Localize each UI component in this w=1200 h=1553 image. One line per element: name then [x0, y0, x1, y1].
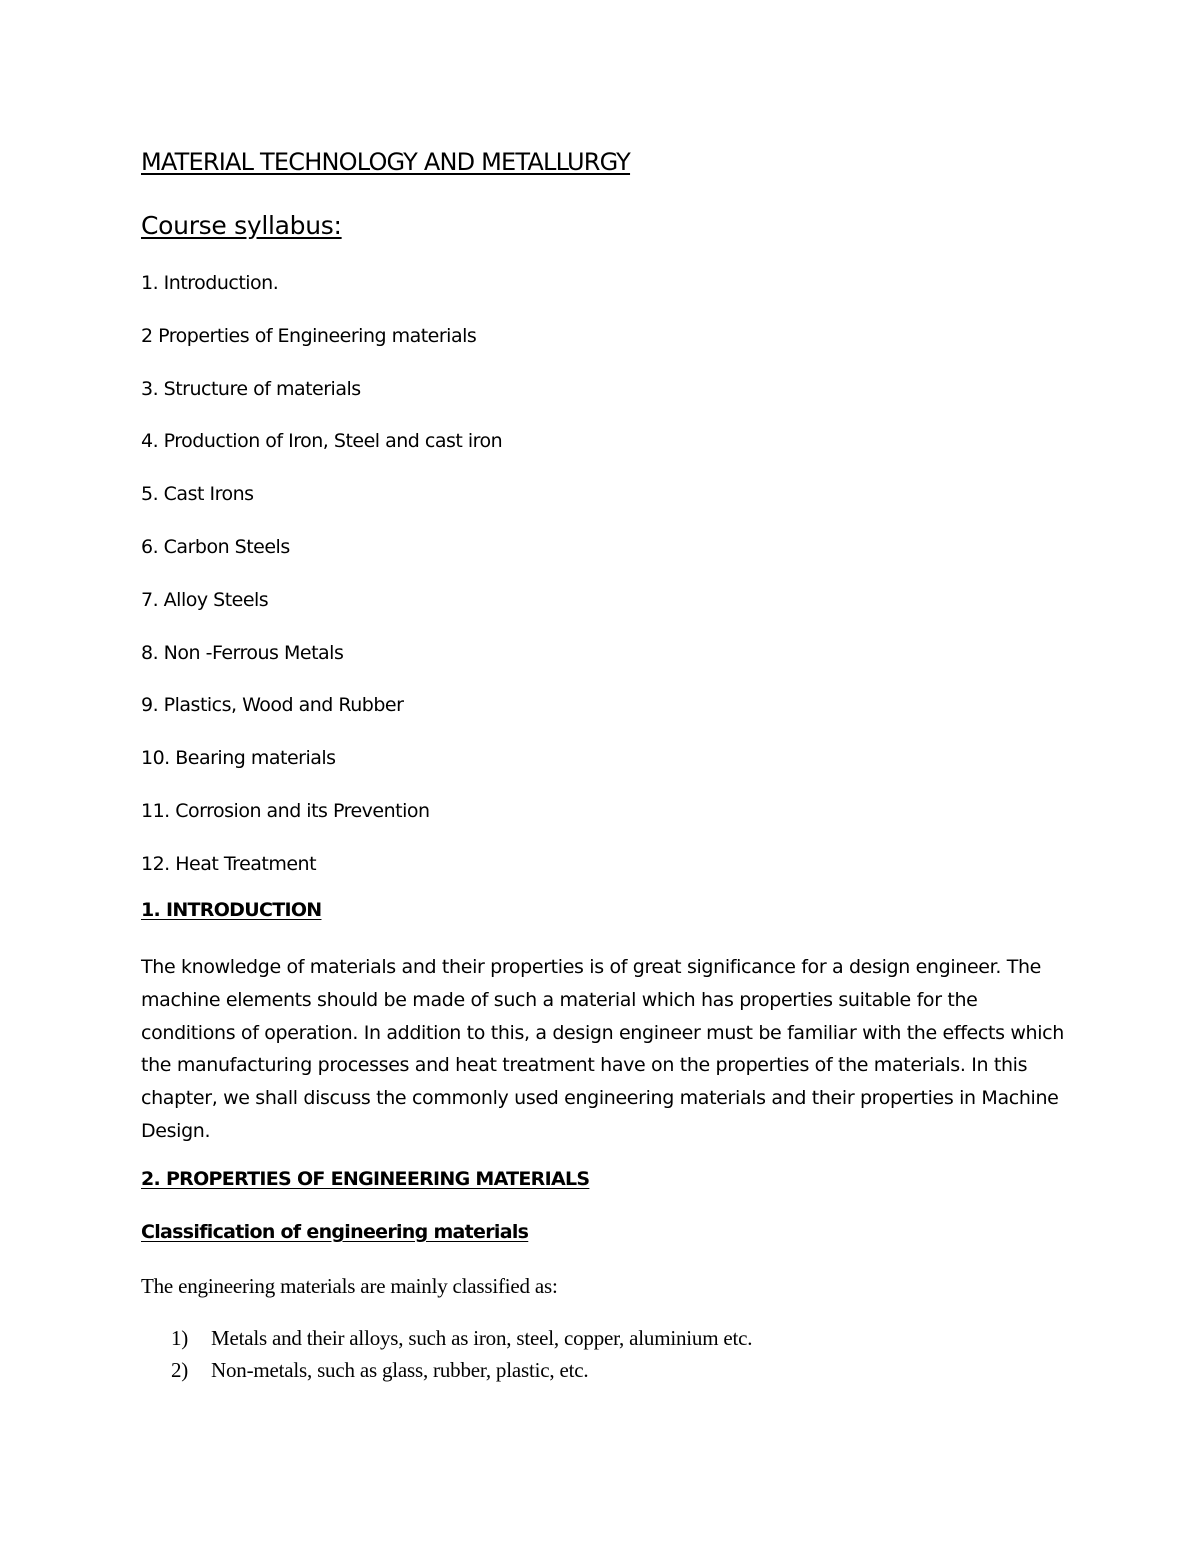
syllabus-item: 12. Heat Treatment — [141, 852, 317, 875]
document-title: MATERIAL TECHNOLOGY AND METALLURGY — [141, 148, 631, 176]
classification-item — [171, 1356, 752, 1388]
syllabus-item: 9. Plastics, Wood and Rubber — [141, 694, 404, 717]
classification-item-text: Metals and their alloys, such as iron, steel, copper, aluminium etc. — [211, 1326, 753, 1350]
introduction-paragraph: The knowledge of materials and their properties is of great significance for a design engineer. The machine elements should be made of such a material which has properties suitable for the conditions of operation. In addition to this, a design engineer must be familiar with the effects which the manufacturing processes and heat treatment have on the properties of the materials. In this chapter, we shall discuss the commonly used engineering materials and their properties in Machine Design. — [141, 956, 1064, 1142]
classification-list — [171, 1324, 752, 1388]
syllabus-item: 1. Introduction. — [141, 272, 279, 294]
syllabus-item: 2 Properties of Engineering materials — [141, 324, 477, 347]
classification-item-text: Non-metals, such as glass, rubber, plastic, etc. — [211, 1358, 589, 1382]
syllabus-item: 7. Alloy Steels — [141, 588, 269, 611]
syllabus-item: 11. Corrosion and its Prevention — [141, 799, 430, 822]
classification-item-number: 2) — [171, 1358, 189, 1382]
introduction-heading: 1. INTRODUCTION — [141, 899, 322, 921]
classification-item — [171, 1324, 752, 1356]
classification-heading: Classification of engineering materials — [141, 1221, 529, 1243]
properties-heading: 2. PROPERTIES OF ENGINEERING MATERIALS — [141, 1168, 590, 1190]
syllabus-list — [141, 270, 502, 904]
syllabus-heading: Course syllabus: — [141, 211, 342, 240]
classification-intro-text: The engineering materials are mainly classified as: — [141, 1274, 558, 1298]
syllabus-item: 4. Production of Iron, Steel and cast iron — [141, 430, 503, 453]
syllabus-item: 8. Non -Ferrous Metals — [141, 641, 344, 664]
syllabus-item: 10. Bearing materials — [141, 747, 336, 770]
syllabus-item: 5. Cast Irons — [141, 483, 254, 506]
syllabus-item: 3. Structure of materials — [141, 377, 361, 400]
classification-item-number: 1) — [171, 1326, 189, 1350]
syllabus-item: 6. Carbon Steels — [141, 535, 290, 558]
